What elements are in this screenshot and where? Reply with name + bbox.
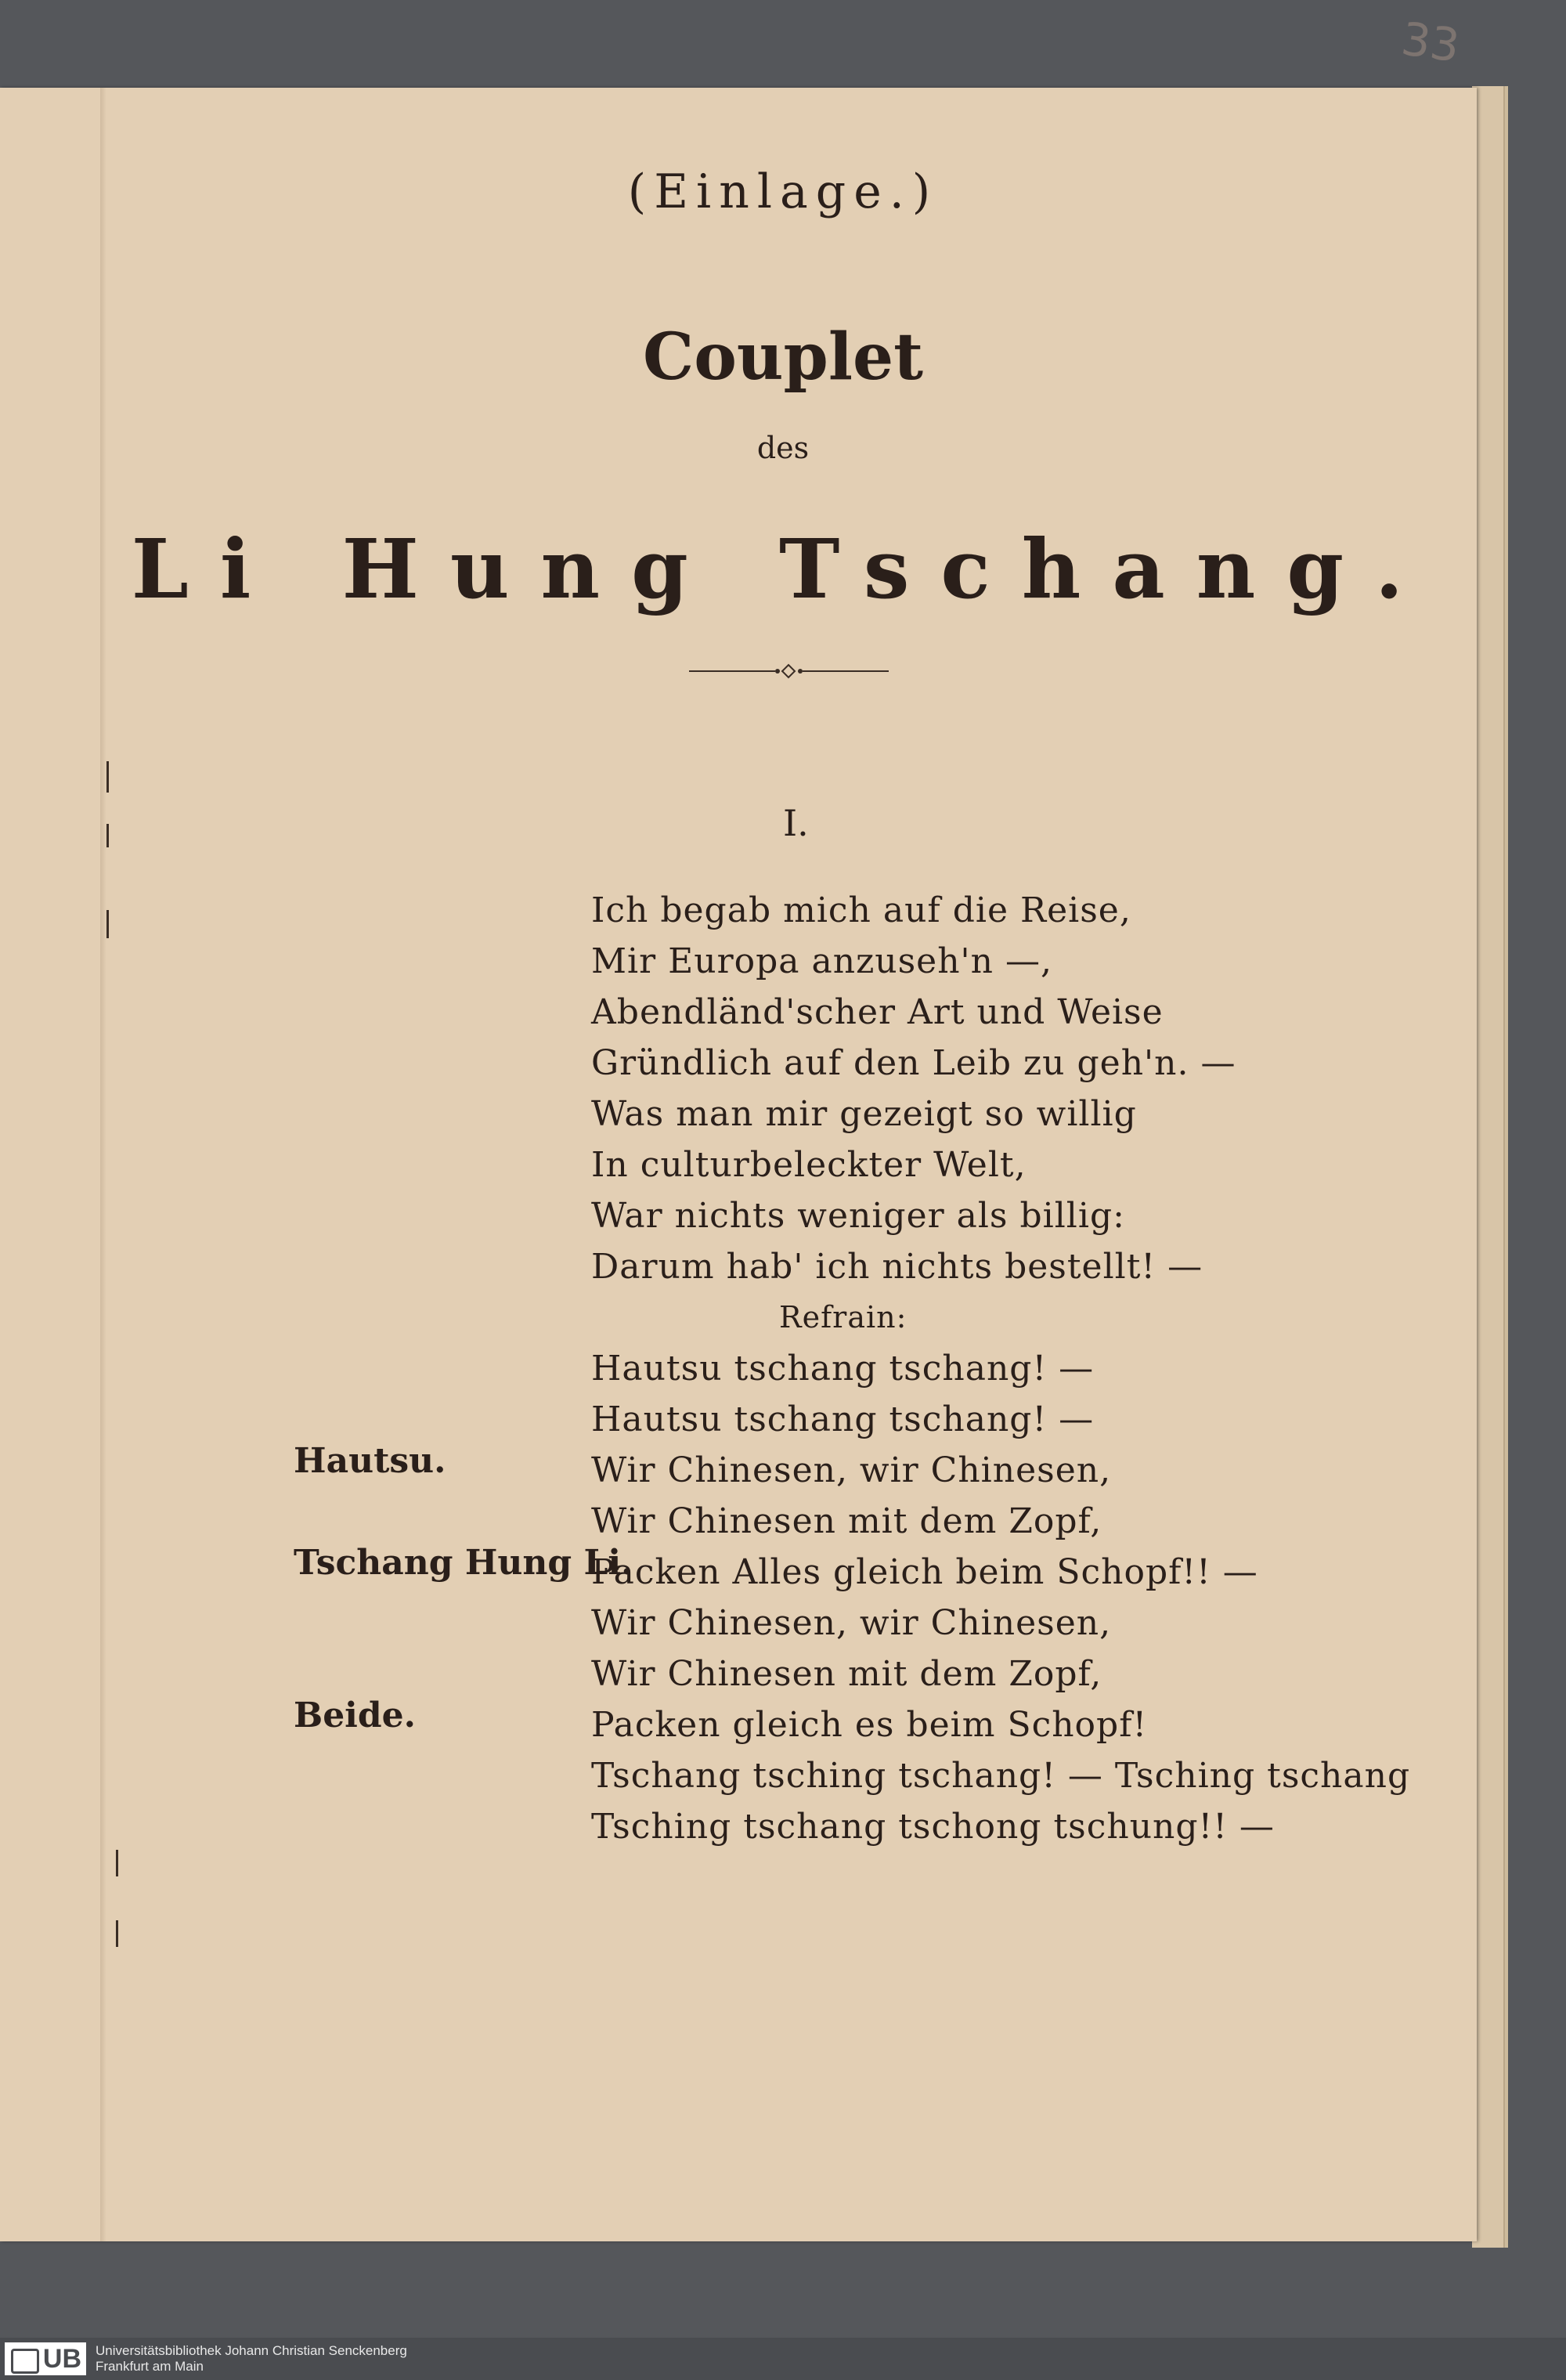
verse-line: War nichts weniger als billig: bbox=[591, 1196, 1125, 1236]
verse-line: Ich begab mich auf die Reise, bbox=[591, 890, 1131, 930]
library-footer bbox=[0, 2338, 1566, 2380]
institution-line: Universitätsbibliothek Johann Christian Senckenberg bbox=[96, 2343, 407, 2358]
page-title: Couplet bbox=[642, 320, 924, 395]
institution-line: Frankfurt am Main bbox=[96, 2359, 204, 2374]
library-logo[interactable] bbox=[5, 2342, 86, 2375]
verse-line: Gründlich auf den Leib zu geh'n. — bbox=[591, 1043, 1236, 1083]
speaker-tschang-hung-li: Tschang Hung Li. bbox=[294, 1543, 633, 1583]
verse-line: Packen Alles gleich beim Schopf!! — bbox=[591, 1552, 1258, 1592]
verse-line: Was man mir gezeigt so willig bbox=[591, 1094, 1137, 1134]
page-fold bbox=[100, 88, 106, 2241]
ornament-divider bbox=[689, 662, 889, 681]
subject-name: Li Hung Tschang. bbox=[131, 521, 1435, 617]
page-edge bbox=[1472, 86, 1503, 2248]
institution-name bbox=[96, 2343, 407, 2375]
speaker-hautsu: Hautsu. bbox=[294, 1441, 446, 1481]
verse-line: Abendländ'scher Art und Weise bbox=[591, 992, 1164, 1032]
verse-line: Wir Chinesen, wir Chinesen, bbox=[591, 1603, 1112, 1643]
verse-line: Darum hab' ich nichts bestellt! — bbox=[591, 1247, 1203, 1287]
margin-mark bbox=[106, 910, 109, 938]
refrain-label: Refrain: bbox=[779, 1300, 907, 1334]
verse-line: Packen gleich es beim Schopf! bbox=[591, 1705, 1148, 1745]
verse-line: In culturbeleckter Welt, bbox=[591, 1145, 1027, 1185]
speaker-beide: Beide. bbox=[294, 1696, 416, 1735]
margin-mark bbox=[106, 761, 109, 793]
margin-mark bbox=[116, 1850, 118, 1876]
book-icon bbox=[11, 2349, 39, 2374]
verse-line: Wir Chinesen mit dem Zopf, bbox=[591, 1501, 1102, 1541]
logo-text: UB bbox=[42, 2344, 81, 2374]
verse-line: Hautsu tschang tschang! — bbox=[591, 1349, 1095, 1389]
folio-number: 33 bbox=[1398, 12, 1463, 73]
verse-line: Mir Europa anzuseh'n —, bbox=[591, 941, 1052, 981]
margin-mark bbox=[116, 1920, 118, 1947]
verse-line: Wir Chinesen, wir Chinesen, bbox=[591, 1450, 1112, 1490]
insert-heading: (Einlage.) bbox=[627, 164, 939, 219]
title-connector: des bbox=[756, 431, 810, 465]
verse-line: Tsching tschang tschong tschung!! — bbox=[591, 1807, 1275, 1847]
verse-block bbox=[591, 885, 1410, 1852]
verse-line: Hautsu tschang tschang! — bbox=[591, 1399, 1095, 1439]
verse-line: Tschang tsching tschang! — Tsching tschang bbox=[591, 1756, 1411, 1796]
verse-line: Wir Chinesen mit dem Zopf, bbox=[591, 1654, 1102, 1694]
section-numeral: I. bbox=[783, 802, 809, 844]
margin-mark bbox=[106, 824, 109, 847]
